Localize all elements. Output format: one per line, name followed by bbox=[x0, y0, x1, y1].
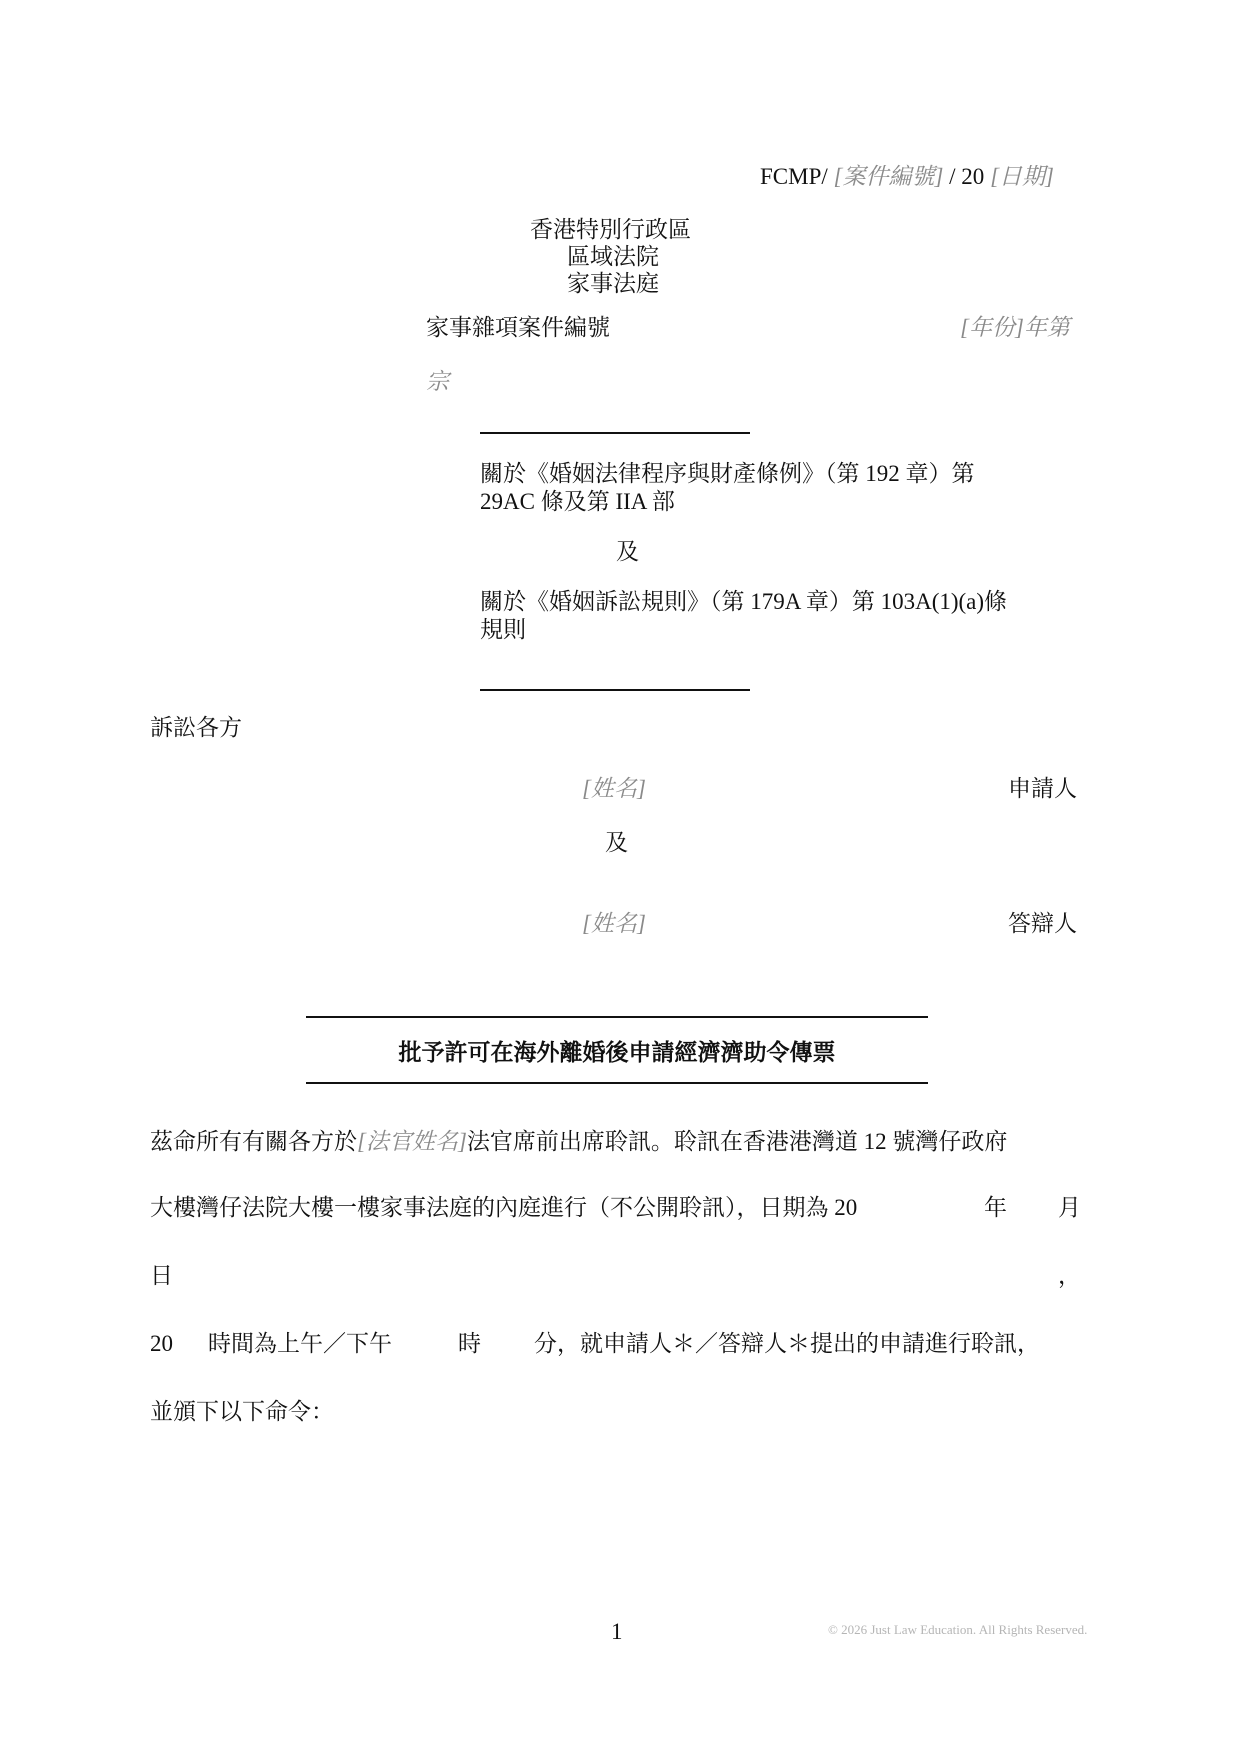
matter-para2-line2: 規則 bbox=[480, 617, 526, 642]
body-line-4-hour: 時 bbox=[458, 1331, 481, 1356]
body-line-2-year: 年 bbox=[984, 1195, 1007, 1220]
body-line-4-time: 時間為上午／下午 bbox=[208, 1331, 392, 1356]
court-line-3: 家事法庭 bbox=[567, 271, 659, 296]
body-line-2-month: 月 bbox=[1058, 1195, 1081, 1220]
title-rule-top bbox=[306, 1016, 928, 1018]
body-line-1-a: 茲命所有有關各方於 bbox=[150, 1129, 357, 1154]
divider-top bbox=[480, 432, 750, 434]
court-line-1: 香港特別行政區 bbox=[530, 217, 691, 242]
applicant-role: 申請人 bbox=[1008, 776, 1077, 801]
body-line-5: 並頒下以下命令： bbox=[150, 1399, 334, 1424]
ref-prefix: FCMP/ bbox=[760, 164, 828, 189]
case-year-placeholder: [年份] bbox=[960, 315, 1024, 340]
copyright-notice: © 2026 Just Law Education. All Rights Reserved. bbox=[828, 1622, 1088, 1637]
title-rule-bottom bbox=[306, 1082, 928, 1084]
matter-para2-line1: 關於《婚姻訴訟規則》（第 179A 章）第 103A(1)(a)條 bbox=[480, 589, 1008, 614]
body-line-3-day: 日 bbox=[150, 1263, 173, 1288]
case-year-suffix: 年第 bbox=[1023, 315, 1070, 340]
body-line-2: 大樓灣仔法院大樓一樓家事法庭的內庭進行（不公開聆訊），日期為 20 bbox=[150, 1195, 858, 1220]
matter-and: 及 bbox=[616, 539, 639, 564]
body-line-4-rest: 分，就申請人＊／答辯人＊提出的申請進行聆訊， bbox=[534, 1331, 1040, 1356]
parties-and: 及 bbox=[605, 830, 628, 855]
ref-date-placeholder: [日期] bbox=[990, 164, 1054, 189]
body-line-4-year: 20 bbox=[150, 1331, 173, 1356]
body-line-3-comma: ， bbox=[1058, 1263, 1081, 1288]
page-number: 1 bbox=[611, 1619, 623, 1644]
applicant-name-placeholder: [姓名] bbox=[582, 776, 646, 801]
case-reference bbox=[760, 163, 1054, 191]
court-line-2: 區域法院 bbox=[567, 244, 659, 269]
case-item-suffix: 宗 bbox=[426, 369, 449, 394]
case-number-label: 家事雜項案件編號 bbox=[426, 315, 610, 340]
judge-name-placeholder: [法官姓名] bbox=[357, 1129, 467, 1154]
divider-bottom bbox=[480, 689, 750, 691]
document-title: 批予許可在海外離婚後申請經濟濟助令傳票 bbox=[398, 1040, 836, 1065]
body-line-1-b: 法官席前出席聆訊。聆訊在香港港灣道 12 號灣仔政府 bbox=[466, 1129, 1008, 1154]
ref-separator: / 20 bbox=[949, 164, 985, 189]
ref-case-number-placeholder: [案件編號] bbox=[833, 164, 944, 189]
matter-para1-line2: 29AC 條及第 IIA 部 bbox=[480, 489, 675, 514]
body-line-1 bbox=[150, 1128, 1007, 1156]
matter-para1-line1: 關於《婚姻法律程序與財產條例》（第 192 章）第 bbox=[480, 461, 975, 486]
case-year bbox=[960, 314, 1070, 342]
respondent-name-placeholder: [姓名] bbox=[582, 911, 646, 936]
parties-heading: 訴訟各方 bbox=[150, 715, 242, 740]
respondent-role: 答辯人 bbox=[1008, 911, 1077, 936]
